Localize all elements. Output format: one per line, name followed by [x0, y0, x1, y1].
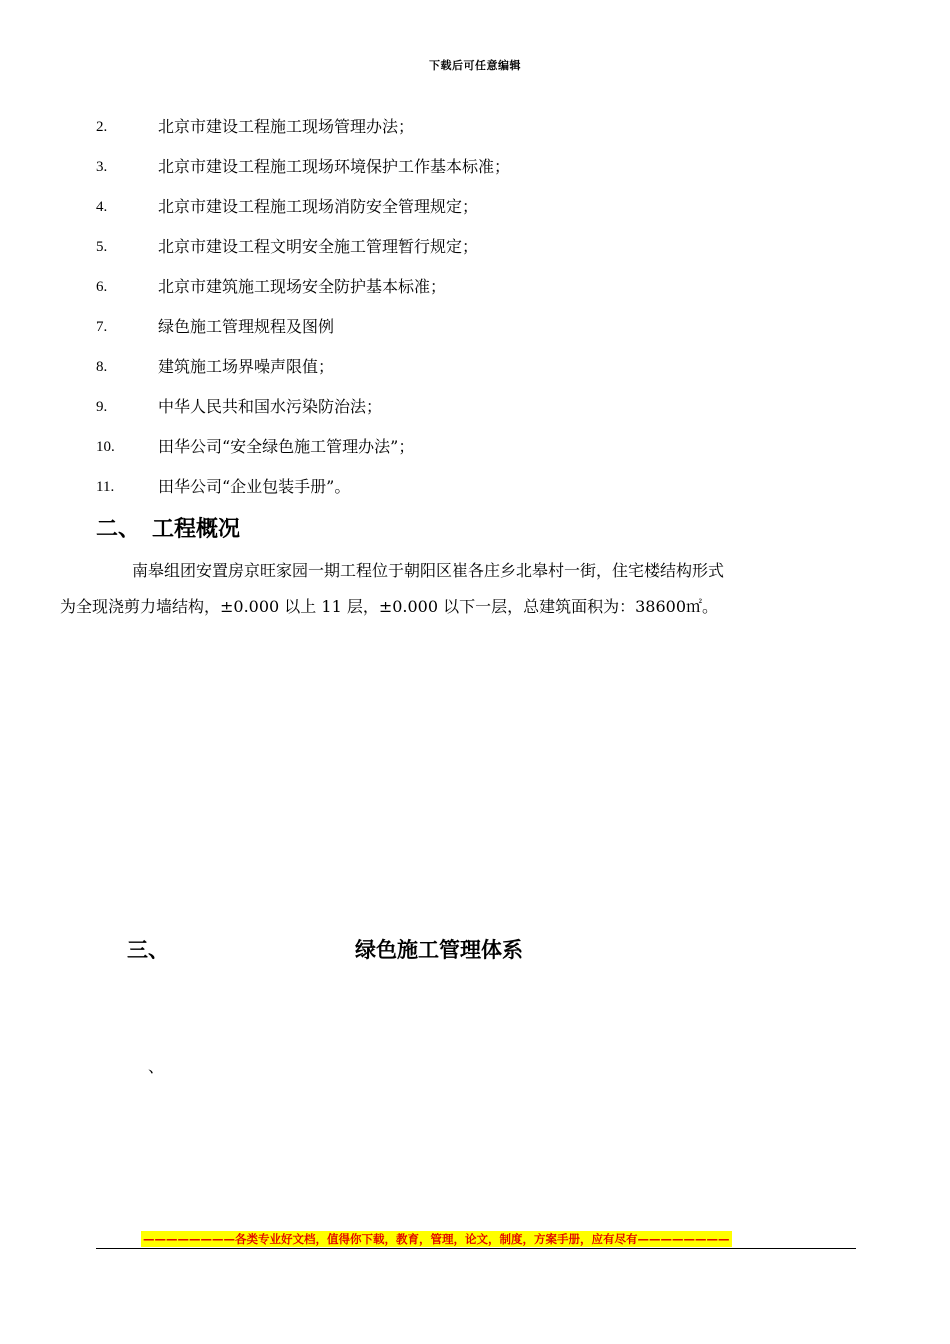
list-item-number: 9.: [96, 399, 108, 415]
reference-list: [96, 113, 510, 513]
list-item-number: 5.: [96, 239, 108, 255]
list-item: [96, 473, 510, 513]
list-item: [96, 353, 510, 393]
list-item-text: 北京市建筑施工现场安全防护基本标准；: [158, 277, 447, 296]
list-item-number: 10.: [96, 439, 115, 455]
list-item: [96, 113, 510, 153]
footer-divider: [96, 1248, 856, 1249]
paragraph-line: 南皋组团安置房京旺家园一期工程位于朝阳区崔各庄乡北皋村一街，住宅楼结构形式: [132, 561, 725, 580]
paragraph-line: 为全现浇剪力墙结构，±0.000 以上 11 层，±0.000 以下一层，总建筑面积为：38600㎡。: [60, 597, 719, 616]
list-item-text: 北京市建设工程文明安全施工管理暂行规定；: [158, 237, 479, 256]
list-item-number: 6.: [96, 279, 108, 295]
list-item-number: 3.: [96, 159, 108, 175]
list-item-number: 4.: [96, 199, 108, 215]
section-heading-management-system: [127, 934, 523, 964]
list-item-text: 绿色施工管理规程及图例: [158, 317, 335, 336]
stray-punctuation: 、: [148, 1057, 165, 1076]
overview-paragraph: [60, 553, 866, 625]
list-item-text: 北京市建设工程施工现场管理办法；: [158, 117, 415, 136]
section-title: 绿色施工管理体系: [355, 938, 523, 962]
list-item-number: 11.: [96, 479, 115, 495]
list-item: [96, 193, 510, 233]
header-note: 下载后可任意编辑: [429, 59, 521, 72]
list-item: [96, 313, 510, 353]
section-number: 三、: [127, 938, 169, 962]
list-item: [96, 433, 510, 473]
footer-banner: ————————各类专业好文档，值得你下载，教育，管理，论文，制度，方案手册，应有尽有————————: [143, 1232, 730, 1246]
list-item: [96, 393, 510, 433]
list-item: [96, 233, 510, 273]
list-item-text: 建筑施工场界噪声限值；: [158, 357, 335, 376]
list-item-text: 北京市建设工程施工现场环境保护工作基本标准；: [158, 157, 511, 176]
section-title: 工程概况: [152, 517, 241, 542]
section-heading-overview: [96, 512, 240, 543]
list-item-text: 北京市建设工程施工现场消防安全管理规定；: [158, 197, 479, 216]
list-item-text: 田华公司“安全绿色施工管理办法”；: [158, 437, 415, 456]
list-item-number: 8.: [96, 359, 108, 375]
list-item: [96, 273, 510, 313]
list-item-number: 7.: [96, 319, 108, 335]
section-number: 二、: [96, 517, 141, 542]
list-item-text: 中华人民共和国水污染防治法；: [158, 397, 383, 416]
list-item: [96, 153, 510, 193]
list-item-text: 田华公司“企业包装手册”。: [158, 477, 351, 496]
list-item-number: 2.: [96, 119, 108, 135]
